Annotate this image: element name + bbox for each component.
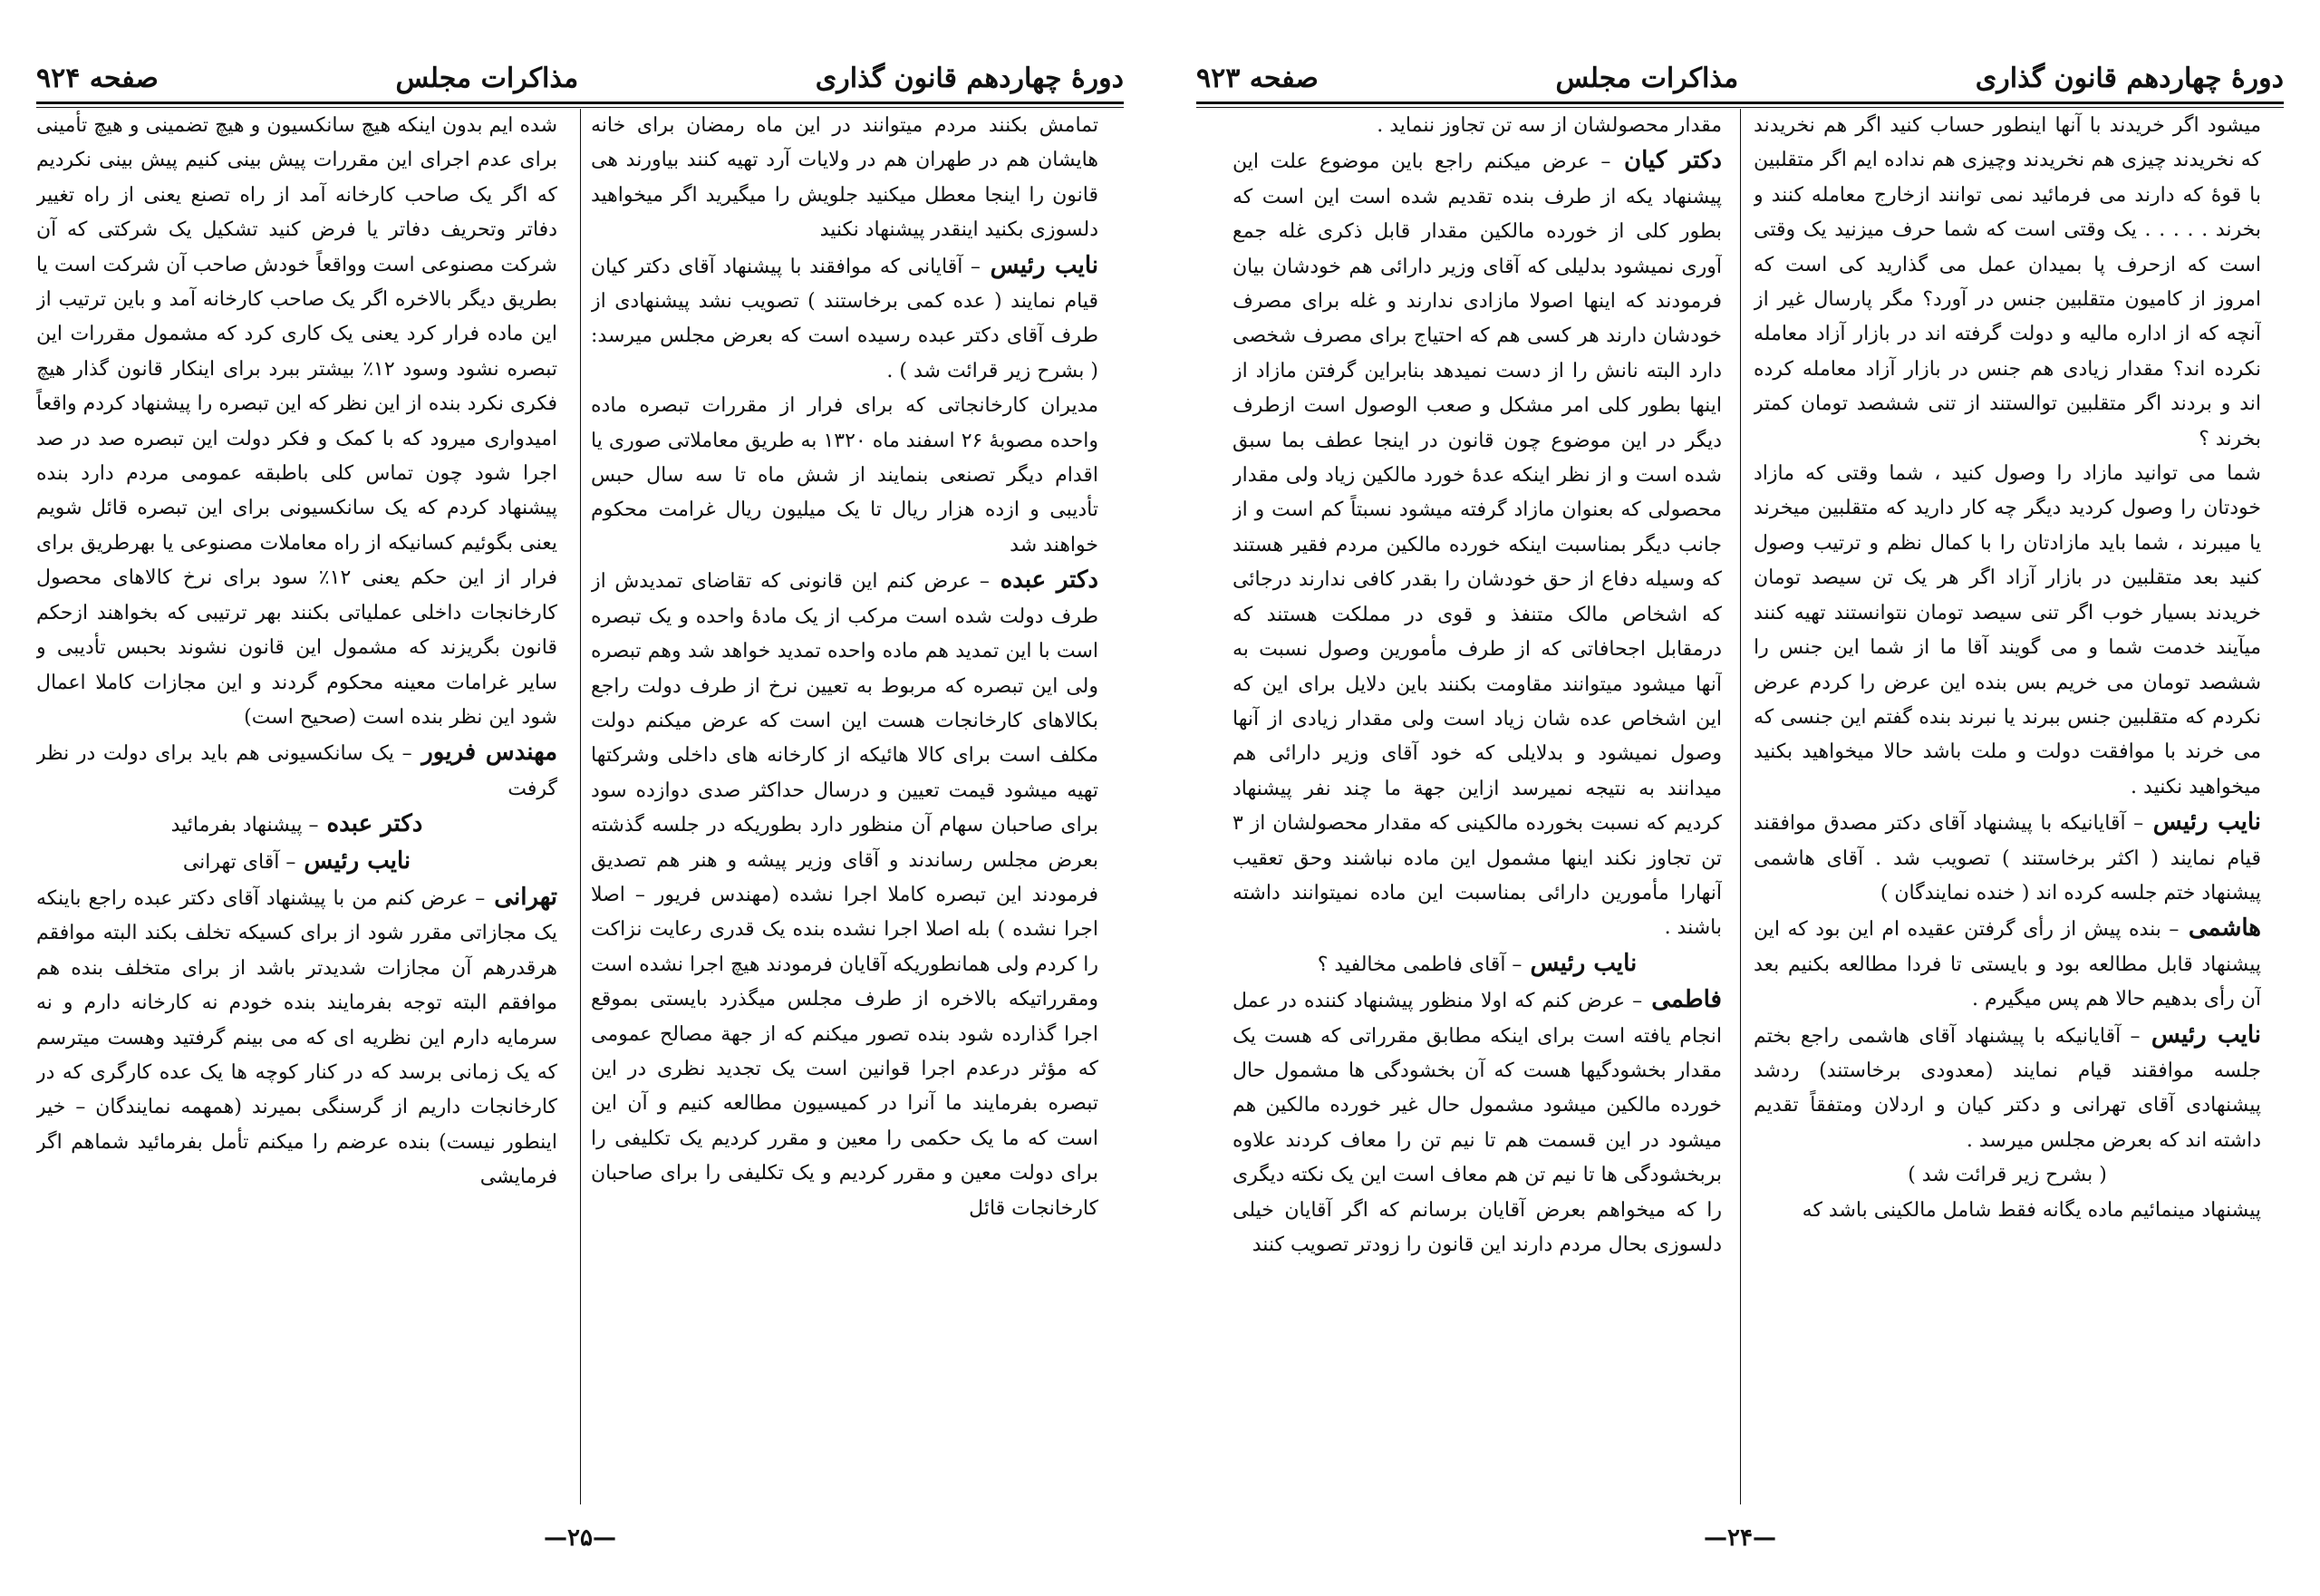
paragraph: تهرانی – عرض کنم من با پیشنهاد آقای دکتر عبده راجع باینکه یک مجازاتی مقرر شود از برای کسیکه تخلف بکند البته موافقم هرقدرهم آن مجازات شدیدتر باشد از برای متخلف بنده هم موافقم البته توجه بفرمایند بنده خودم نه کارخانه دارم و نه سرمایه دارم این نظریه ای که می بینم گرفتید وهست میترسم که یک زمانی برسد که در کنار کوچه ها یک عده کارگری که در کارخانجات داریم از گرسنگی بمیرند (همهمه نمایندگان – خیر اینطور نیست) بنده عرضم را میکنم تأمل بفرمائید شماهم اگر فرمایشی xyxy=(36,883,557,1189)
page-label: صفحه ۹۲۴ xyxy=(36,62,159,94)
paragraph: شما می توانید مازاد را وصول کنید ، شما وقتی که مازاد خودتان را وصول کردید دیگر چه کار دارید که متقلبین میخرند یا میبرند ، شما باید مازادتان را با کمال نظم و ترتیب وصول کنید بعد متقلبین در بازار آزاد اگر هر یک تن سیصد تومان خریدند بسیار خوب اگر تنی سیصد تومان نتوانستند تهیه کنند میآیند خدمت شما و می گویند آقا ما از شما این جنس را ششصد تومان می خریم بس بنده این عرض را کردم عرض نکردم که متقلبین جنس ببرند یا نبرند بنده گفتم این جنسی که می خرند با موافقت دولت و ملت باشد حالا میخواهید بکنید میخواهید نکنید . xyxy=(1754,462,2261,798)
paragraph: میشود اگر خریدند با آنها اینطور حساب کنید اگر هم نخریدند که نخریدند چیزی هم نخریدند وچیزی هم نداده ایم اگر متقلبین با قوهٔ که دارند می فرمائید نمی توانند ازخارج معامله کنند و بخرند . . . . . یک وقتی است که شما حرف میزنید یک وقتی است که ازحرف پا بمیدان عمل می گذارید کی است که امروز از کامیون متقلبین جنس در آورد؟ مگر پارسال غیر از آنچه که از اداره مالیه و دولت گرفته اند در بازار آزاد معامله نکرده اند؟ مقدار زیادی هم جنس در بازار آزاد معامله کرده اند و بردند اگر متقلبین توالستند از تنی ششصد تومان کمتر بخرند ؟ xyxy=(1754,114,2261,450)
paragraph: نایب رئیس – آقای فاطمی مخالفید ؟ xyxy=(1317,949,1638,977)
page-number: —۲۴— xyxy=(1704,1524,1776,1552)
speaker-name: نایب رئیس xyxy=(295,846,411,875)
paragraph: شده ایم بدون اینکه هیچ سانکسیون و هیچ تضمینی و هیچ تأمینی برای عدم اجرای این مقررات پیش بینی کنیم پیش بینی نکردیم که اگر یک صاحب کارخانه آمد از راه تصنع یعنی از راه تغییر دفاتر وتحریف دفاتر یا فرض کنید تشکیل یک شرکتی که آن شرکت مصنوعی است وواقعاً خودش صاحب آن شرکت است یا بطریق دیگر بالاخره اگر یک صاحب کارخانه آمد و باین ترتیب از این ماده فرار کرد یعنی یک کاری کرد که مشمول مقررات این تبصره نشود وسود ۱۲٪ بیشتر ببرد برای اینکار قانون گذار هیچ فکری نکرد بنده از این نظر که این تبصره را پیشنهاد کردم واقعاً امیدواری میرود که با کمک و فکر دولت این تبصره صد در صد اجرا شود چون تماس کلی باطبقه عمومی مردم دارد بنده پیشنهاد کردم که یک سانکسیونی برای این تبصره قائل شویم یعنی بگوئیم کسانیکه از راه معاملات مصنوعی یا بهرطریق برای فرار از این حکم یعنی ۱۲٪ سود برای نرخ کالاهای محصول کارخانجات داخلی عملیاتی بکنند بهر ترتیبی که بخواهند ازحکم قانون بگریزند که مشمول این قانون نشوند بحبس تأدیبی و سایر غرامات معینه محکوم گردند و این مجازات کاملا اعمال شود این نظر بنده است (صحیح است) xyxy=(36,114,557,729)
text-column-left xyxy=(36,109,557,1504)
speaker-name: نایب رئیس xyxy=(1522,949,1638,977)
column-divider xyxy=(580,109,581,1504)
column-divider xyxy=(1740,109,1741,1504)
text-column-right xyxy=(591,109,1098,1504)
session-title: دورهٔ چهاردهم قانون گذاری xyxy=(1975,62,2284,94)
speaker-name: نایب رئیس xyxy=(2140,1020,2261,1049)
paragraph: نایب رئیس – آقایانیکه با پیشنهاد آقای هاشمی راجع بختم جلسه موافقند قیام نمایند (معدودی برخاستند) ردشد پیشنهادی آقای تهرانی و دکتر کیان و اردلان ومتفقاً تقدیم داشته اند که بعرض مجلس میرسد . xyxy=(1754,1020,2261,1152)
speaker-name: دکتر عبده xyxy=(989,566,1098,595)
page-number: —۲۵— xyxy=(544,1524,616,1552)
text-column-right xyxy=(1754,109,2261,1504)
header-rule xyxy=(1196,102,2284,104)
paragraph: پیشنهاد مینمائیم ماده یگانه فقط شامل مالکینی باشد که xyxy=(1802,1198,2261,1222)
publication-title: مذاکرات مجلس xyxy=(1555,62,1739,94)
speaker-name: نایب رئیس xyxy=(980,251,1098,279)
page-header xyxy=(36,58,1124,98)
paragraph: مهندس فریور – یک سانکسیونی هم باید برای دولت در نظر گرفت xyxy=(36,739,557,800)
speaker-name: تهرانی xyxy=(485,883,557,911)
paragraph: دکتر عبده – پیشنهاد بفرمائید xyxy=(170,810,423,838)
header-rule xyxy=(36,102,1124,104)
paragraph: نایب رئیس – آقایانیکه با پیشنهاد آقای دکتر مصدق موافقند قیام نمایند ( اکثر برخاستند ) تصویب شد . آقای هاشمی پیشنهاد ختم جلسه کرده اند ( خنده نمایندگان ) xyxy=(1754,808,2261,904)
speaker-name: دکتر کیان xyxy=(1610,147,1722,175)
paragraph: تمامش بکنند مردم میتوانند در این ماه رمضان برای خانه هایشان هم در طهران هم در ولایات آرد تهیه کنند بیاورند هی قانون را اینجا معطل میکنید جلویش را میگیرید اگر میخواهید دلسوزی بکنید اینقدر پیشنهاد نکنید xyxy=(591,114,1098,242)
publication-title: مذاکرات مجلس xyxy=(395,62,579,94)
speaker-name: فاطمی xyxy=(1642,986,1722,1014)
session-title: دورهٔ چهاردهم قانون گذاری xyxy=(815,62,1124,94)
text-column-left xyxy=(1232,109,1722,1504)
speaker-name: هاشمی xyxy=(2179,914,2261,943)
page-header xyxy=(1196,58,2284,98)
paragraph: هاشمی – بنده پیش از رأی گرفتن عقیده ام این بود که این پیشنهاد قابل مطالعه بود و بایستی تا فردا مطالعه بکنیم بعد آن رأی بدهیم حالا هم پس میگیرم . xyxy=(1754,914,2261,1011)
page-label: صفحه ۹۲۳ xyxy=(1196,62,1319,94)
speaker-name: دکتر عبده xyxy=(318,810,423,838)
speaker-name: مهندس فریور xyxy=(411,739,557,767)
paragraph: نایب رئیس – آقای تهرانی xyxy=(182,846,411,875)
right-page xyxy=(1160,0,2320,1596)
header-rule-thin xyxy=(36,107,1124,108)
paragraph: مدیران کارخانجاتی که برای فرار از مقررات تبصره ماده واحده مصوبهٔ ۲۶ اسفند ماه ۱۳۲۰ به طریق معاملاتی صوری یا اقدام دیگر تصنعی بنمایند از شش ماه تا سه سال حبس تأدیبی و ازده هزار ریال تا یک میلیون ریال غرامت محکوم خواهند شد xyxy=(591,394,1098,556)
paragraph: نایب رئیس – آقایانی که موافقند با پیشنهاد آقای دکتر کیان قیام نمایند ( عده کمی برخاستند ) تصویب نشد پیشنهادی از طرف آقای دکتر عبده رسیده است که بعرض مجلس میرسد: ( بشرح زیر قرائت شد ) . xyxy=(591,251,1098,382)
paragraph: ( بشرح زیر قرائت شد ) xyxy=(1908,1164,2107,1187)
paragraph: فاطمی – عرض کنم که اولا منظور پیشنهاد کننده در عمل انجام یافته است برای اینکه مطابق مقرراتی که هست یک مقدار بخشودگیها هست که آن بخشودگی ها مشمول حال خورده مالکین میشود مشمول حال غیر خورده مالکین هم میشود در این قسمت هم تا نیم تن را معاف کردند علاوه بربخشودگی ها تا نیم تن هم معاف است این یک نکته دیگری را که میخواهم بعرض آقایان برسانم که اگر آقایان خیلی دلسوزی بحال مردم دارند این قانون را زودتر تصویب کنند xyxy=(1232,986,1722,1256)
speaker-name: نایب رئیس xyxy=(2143,808,2261,837)
header-rule-thin xyxy=(1196,107,2284,108)
paragraph: دکتر عبده – عرض کنم این قانونی که تقاضای تمدیدش از طرف دولت شده است مرکب از یک مادهٔ واحده و یک تبصره است با این تمدید هم ماده واحده تمدید خواهد شد وهم تبصره ولی این تبصره که مربوط به تعیین نرخ از طرف دولت راجع بکالاهای کارخانجات هست این است که عرض میکنم دولت مکلف است برای کالا هائیکه از کارخانه های داخلی وشرکتها تهیه میشود قیمت تعیین و درسال حداکثر صدی دوازده سود برای صاحبان سهام آن منظور دارد بطوریکه در جلسه گذشته بعرض مجلس رساندند و آقای وزیر پیشه و هنر هم تصدیق فرمودند این تبصره کاملا اجرا نشده (مهندس فریور – اصلا اجرا نشده ) بله اصلا اجرا نشده بنده یک قدری رعایت نزاکت را کردم ولی همانطوریکه آقایان فرمودند هیچ اجرا نشده است ومقرراتیکه بالاخره از طرف مجلس میگذرد بایستی بموقع اجرا گذارده شود بنده تصور میکنم که از جهة مصالح عمومی که مؤثر درعدم اجرا قوانین است یک تجدید نظری در این تبصره بفرمایند ما آنرا در کمیسیون مطالعه کنیم و آن این است که ما یک حکمی را معین و مقرر کردیم یک تکلیفی را برای دولت معین و مقرر کردیم و یک تکلیفی را برای صاحبان کارخانجات قائل xyxy=(591,566,1098,1220)
paragraph: مقدار محصولشان از سه تن تجاوز ننماید . xyxy=(1377,114,1722,137)
paragraph: دکتر کیان – عرض میکنم راجع باین موضوع علت این پیشنهاد یکه از طرف بنده تقدیم شده است این است که بطور کلی از خورده مالکین مقدار قابل ذکری غله جمع آوری نمیشود بدلیلی که آقای وزیر دارائی هم خودشان بیان فرمودند که اینها اصولا مازادی ندارند و غله برای مصرف خودشان دارند هر کسی هم که احتیاج برای مصرف شخصی دارد البته نانش را از دست نمیدهد بنابراین گرفتن مازاد از اینها بطور کلی امر مشکل و صعب الوصول است ازطرف دیگر در این موضوع چون قانون در اینجا عطف بما سبق شده است و از نظر اینکه عدهٔ خورد مالکین زیاد ولی مقدار محصولی که بعنوان مازاد گرفته میشود نسبتاً کم است و از جانب دیگر بمناسبت اینکه خورده مالکین مردم فقیر هستند که وسیله دفاع از حق خودشان را بقدر کافی ندارند درجائی که اشخاص مالک متنفذ و قوی در مملکت هستند که درمقابل اجحافاتی که از طرف مأمورین وصول نسبت به آنها میشود میتوانند مقاومت بکنند باین دلایل برای این که این اشخاص عده شان زیاد است ولی مقدار زیادی از آنها وصول نمیشود و بدلایلی که خود آقای وزیر دارائی هم میدانند به نتیجه نمیرسد ازاین جهة ما چند نفر پیشنهاد کردیم که نسبت بخورده مالکینی که مقدار محصولشان از ۳ تن تجاوز نکند اینها مشمول این ماده نباشند وحق تعقیب آنهارا مأمورین دارائی بمناسبت این ماده نمیتوانند داشته باشند . xyxy=(1232,147,1722,940)
